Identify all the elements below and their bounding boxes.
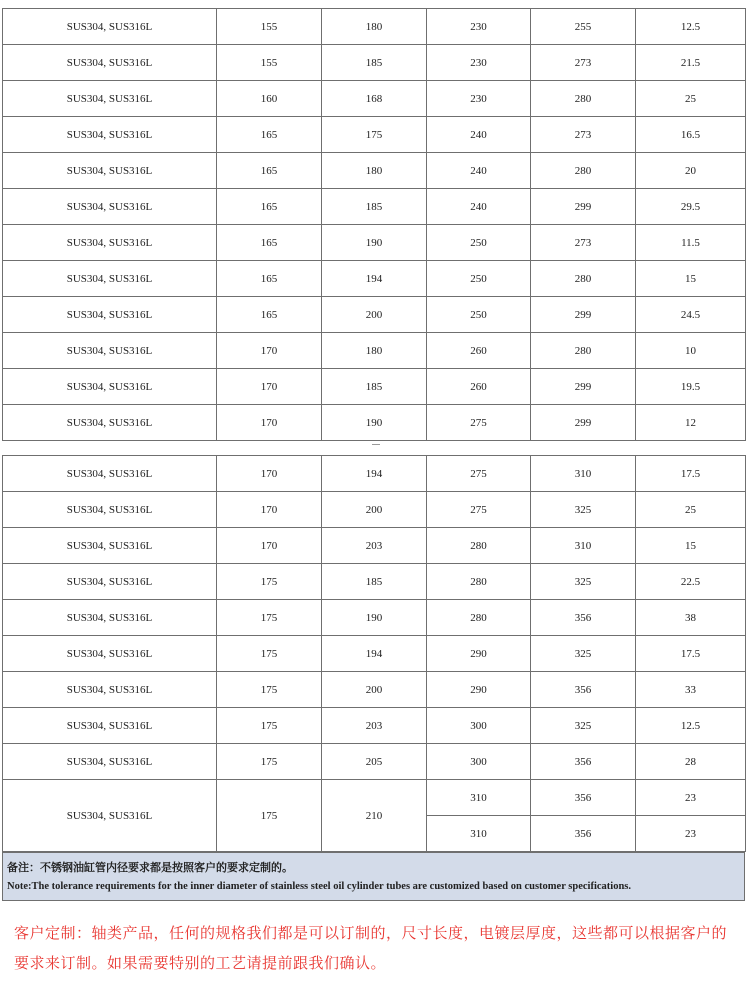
table-row [3,153,746,189]
table-cell: 185 [322,564,427,600]
table-cell: 325 [531,636,636,672]
table-cell: 175 [322,117,427,153]
table-cell: 203 [322,708,427,744]
table-cell: 170 [217,492,322,528]
table-cell: 175 [217,672,322,708]
table-cell: 17.5 [636,636,746,672]
table-cell: 230 [427,81,531,117]
table-cell: 175 [217,780,322,852]
table-row [3,261,746,297]
table-cell: 194 [322,456,427,492]
table-cell: 22.5 [636,564,746,600]
table-cell: 200 [322,672,427,708]
table-cell: SUS304, SUS316L [3,333,217,369]
table-row [3,117,746,153]
table-cell: 356 [531,744,636,780]
table-cell: 23 [636,816,746,852]
table-cell: SUS304, SUS316L [3,528,217,564]
table-row [3,45,746,81]
table-cell: 15 [636,528,746,564]
table-cell: 273 [531,45,636,81]
table-cell: 299 [531,297,636,333]
table-cell: 250 [427,261,531,297]
table-cell: 190 [322,405,427,441]
table-cell: 11.5 [636,225,746,261]
table-cell: 175 [217,600,322,636]
table-row [3,225,746,261]
table-cell: 160 [217,81,322,117]
table-cell: 180 [322,9,427,45]
spec-table-top-body [3,9,746,441]
table-cell: 155 [217,9,322,45]
table-cell: 25 [636,492,746,528]
table-cell: 325 [531,708,636,744]
table-cell: SUS304, SUS316L [3,117,217,153]
table-cell: 168 [322,81,427,117]
table-cell: 325 [531,564,636,600]
table-cell: 299 [531,405,636,441]
table-cell: 29.5 [636,189,746,225]
table-cell: 356 [531,780,636,816]
table-cell: 210 [322,780,427,852]
table-cell: 15 [636,261,746,297]
table-row [3,600,746,636]
table-cell: 273 [531,225,636,261]
table-cell: 280 [427,564,531,600]
table-cell: 175 [217,708,322,744]
table-cell: 23 [636,780,746,816]
table-cell: SUS304, SUS316L [3,744,217,780]
table-cell: 165 [217,189,322,225]
table-cell: 165 [217,117,322,153]
table-cell: 280 [531,261,636,297]
note-chinese: 备注：不锈钢油缸管内径要求都是按照客户的要求定制的。 [7,861,293,874]
table-cell: 170 [217,369,322,405]
table-cell: 175 [217,564,322,600]
table-cell: 170 [217,405,322,441]
table-cell: 20 [636,153,746,189]
table-row [3,780,746,816]
table-cell: 155 [217,45,322,81]
table-cell: SUS304, SUS316L [3,153,217,189]
table-cell: 260 [427,369,531,405]
table-cell: 205 [322,744,427,780]
table-cell: 12.5 [636,9,746,45]
table-cell: SUS304, SUS316L [3,45,217,81]
table-cell: 185 [322,45,427,81]
table-cell: SUS304, SUS316L [3,600,217,636]
table-cell: 240 [427,153,531,189]
table-cell: 33 [636,672,746,708]
table-cell: SUS304, SUS316L [3,564,217,600]
table-cell: 356 [531,600,636,636]
table-cell: 12.5 [636,708,746,744]
spec-table-bottom [2,455,746,852]
spec-table-top [2,8,746,441]
table-cell: 310 [427,780,531,816]
table-cell: 19.5 [636,369,746,405]
table-cell: 356 [531,816,636,852]
table-cell: 280 [531,81,636,117]
table-cell: 310 [531,528,636,564]
table-cell: SUS304, SUS316L [3,708,217,744]
table-cell: 175 [217,636,322,672]
table-cell: 230 [427,9,531,45]
table-cell: SUS304, SUS316L [3,9,217,45]
table-cell: 16.5 [636,117,746,153]
table-cell: 290 [427,672,531,708]
table-row [3,333,746,369]
table-cell: 240 [427,189,531,225]
table-row [3,528,746,564]
table-cell: SUS304, SUS316L [3,369,217,405]
table-cell: 275 [427,456,531,492]
customization-notice: 客户定制：轴类产品，任何的规格我们都是可以订制的，尺寸长度，电镀层厚度，这些都可以根据客户的要求来订制。如果需要特别的工艺请提前跟我们确认。 [14,924,728,972]
table-cell: 175 [217,744,322,780]
table-cell: 250 [427,297,531,333]
table-cell: 21.5 [636,45,746,81]
table-cell: 280 [427,600,531,636]
table-cell: 165 [217,225,322,261]
table-row [3,636,746,672]
table-cell: SUS304, SUS316L [3,225,217,261]
table-cell: SUS304, SUS316L [3,636,217,672]
table-cell: SUS304, SUS316L [3,672,217,708]
table-cell: 180 [322,333,427,369]
table-cell: 165 [217,297,322,333]
table-row [3,456,746,492]
table-row [3,564,746,600]
table-cell: 299 [531,369,636,405]
table-cell: 185 [322,369,427,405]
table-cell: 325 [531,492,636,528]
table-cell: 273 [531,117,636,153]
table-cell: SUS304, SUS316L [3,456,217,492]
table-cell: SUS304, SUS316L [3,81,217,117]
table-cell: 12 [636,405,746,441]
table-cell: 280 [531,333,636,369]
table-cell: SUS304, SUS316L [3,297,217,333]
table-cell: 194 [322,636,427,672]
table-row [3,405,746,441]
table-cell: 250 [427,225,531,261]
table-cell: 275 [427,492,531,528]
table-cell: 280 [531,153,636,189]
table-cell: 38 [636,600,746,636]
table-row [3,9,746,45]
table-cell: 170 [217,333,322,369]
table-cell: 299 [531,189,636,225]
table-cell: 165 [217,261,322,297]
table-cell: 170 [217,528,322,564]
spec-table-bottom-body [3,456,746,852]
table-cell: 185 [322,189,427,225]
table-cell: 260 [427,333,531,369]
table-cell: 310 [427,816,531,852]
table-row [3,297,746,333]
table-cell: 356 [531,672,636,708]
table-cell: 194 [322,261,427,297]
table-cell: SUS304, SUS316L [3,261,217,297]
table-cell: 230 [427,45,531,81]
table-cell: 190 [322,225,427,261]
table-cell: SUS304, SUS316L [3,405,217,441]
table-cell: SUS304, SUS316L [3,780,217,852]
table-row [3,369,746,405]
table-cell: 190 [322,600,427,636]
table-row [3,492,746,528]
table-row [3,708,746,744]
table-row [3,189,746,225]
table-cell: 24.5 [636,297,746,333]
table-cell: 255 [531,9,636,45]
table-cell: 200 [322,297,427,333]
page-break-mark [372,444,380,448]
table-cell: 180 [322,153,427,189]
table-cell: SUS304, SUS316L [3,492,217,528]
table-cell: 165 [217,153,322,189]
table-row [3,744,746,780]
note-english: Note:The tolerance requirements for the inner diameter of stainless steel oil cylinder tubes are customized based on customer specifications. [7,881,631,892]
table-cell: 200 [322,492,427,528]
table-cell: 17.5 [636,456,746,492]
table-cell: 300 [427,744,531,780]
table-cell: SUS304, SUS316L [3,189,217,225]
table-row [3,672,746,708]
table-cell: 203 [322,528,427,564]
table-cell: 170 [217,456,322,492]
table-row [3,81,746,117]
table-cell: 275 [427,405,531,441]
table-cell: 310 [531,456,636,492]
table-cell: 280 [427,528,531,564]
table-cell: 10 [636,333,746,369]
table-cell: 240 [427,117,531,153]
table-cell: 300 [427,708,531,744]
table-cell: 25 [636,81,746,117]
table-cell: 290 [427,636,531,672]
note-box [2,852,745,901]
table-cell: 28 [636,744,746,780]
